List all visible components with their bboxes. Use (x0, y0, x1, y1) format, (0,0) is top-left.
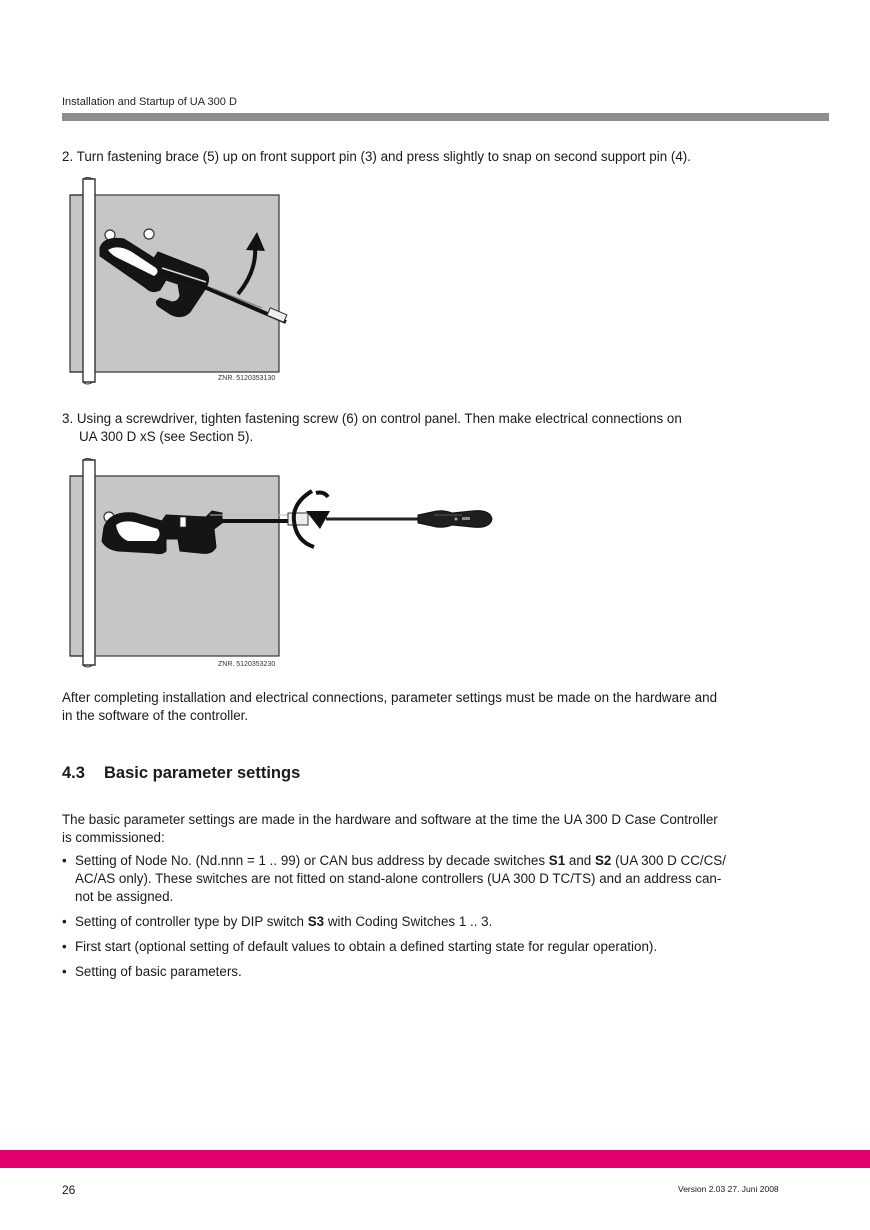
screwdriver (326, 511, 492, 528)
after-line-2: in the software of the controller. (62, 708, 249, 723)
footer-accent-bar (0, 1150, 870, 1168)
section-number: 4.3 (62, 764, 85, 782)
intro-line-2: is commissioned: (62, 830, 165, 845)
after-installation-paragraph (62, 689, 792, 725)
after-line-1: After completing installation and electrical connections, parameter settings must be made on the hardware and (62, 690, 718, 705)
switch-s1: S1 (548, 853, 566, 868)
section-intro (62, 811, 792, 847)
figure-brace-turn (62, 176, 302, 388)
figure-2-code: ZNR. 5120353230 (218, 661, 276, 668)
figure-1-code: ZNR. 5120353130 (218, 375, 276, 382)
step-3 (62, 410, 802, 446)
section-heading (62, 764, 300, 783)
front-frame (83, 179, 95, 382)
list-item: • Setting of Node No. (Nd.nnn = 1 .. 99) or CAN bus address by decade switches S1 and S2 (UA 300 D CC/CS/ AC/AS only). These switches are not fitted on stand-alone controllers (UA 300 D TC/TS) and an address can- not be assigned. (62, 852, 792, 906)
support-pin-4 (144, 229, 154, 239)
list-item: • Setting of basic parameters. (62, 963, 792, 981)
running-header: Installation and Startup of UA 300 D (62, 96, 237, 108)
control-panel (70, 476, 279, 656)
intro-line-1: The basic parameter settings are made in the hardware and software at the time the UA 300 D Case Controller (62, 812, 718, 827)
version-label: Version 2.03 27. Juni 2008 (678, 1184, 779, 1194)
list-item: • Setting of controller type by DIP switch S3 with Coding Switches 1 .. 3. (62, 913, 792, 931)
list-item: • First start (optional setting of default values to obtain a defined starting state for regular operation). (62, 938, 792, 956)
bullet-list (62, 852, 792, 988)
switch-s2: S2 (594, 853, 612, 868)
header-rule (62, 113, 829, 121)
front-frame (83, 460, 95, 665)
figure-screwdriver-tighten (62, 457, 502, 671)
switch-s3: S3 (307, 914, 325, 929)
step-3-line-2: UA 300 D xS (see Section 5). (79, 429, 254, 444)
page-number: 26 (62, 1183, 76, 1197)
step-2-text: 2. Turn fastening brace (5) up on front support pin (3) and press slightly to snap on second support pin (4). (62, 149, 691, 164)
section-title: Basic parameter settings (104, 764, 301, 782)
step-2 (62, 148, 802, 166)
step-3-line-1: 3. Using a screwdriver, tighten fastening screw (6) on control panel. Then make electrical connections on (62, 411, 682, 426)
